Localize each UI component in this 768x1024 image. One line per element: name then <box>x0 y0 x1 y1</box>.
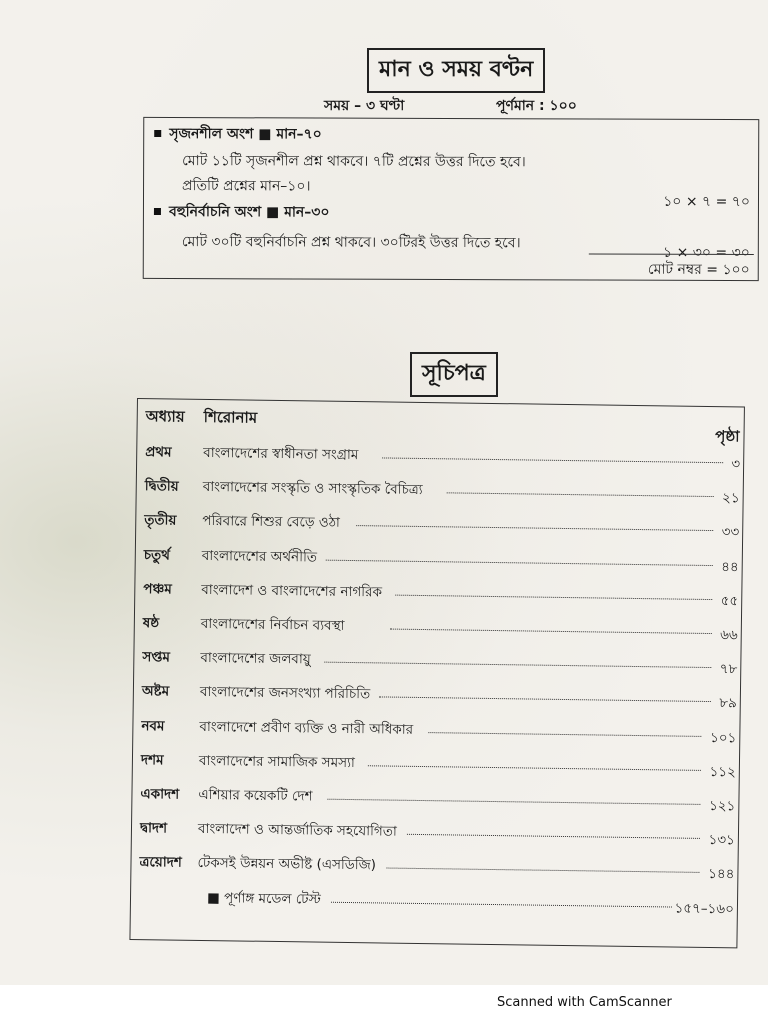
mcq-heading-text: বহুনির্বাচনি অংশ ■ মান–৩০ <box>168 204 330 221</box>
toc-chapter: অষ্টম <box>141 683 170 700</box>
square-bullet-icon <box>154 129 161 136</box>
creative-heading-text: সৃজনশীল অংশ ■ মান–৭০ <box>169 126 322 143</box>
toc-chapter: দ্বিতীয় <box>144 478 179 495</box>
toc-leader-dots <box>407 834 700 839</box>
toc-page-number: ৩ <box>731 456 741 473</box>
toc-leader-dots <box>382 457 723 463</box>
toc-box <box>129 398 745 948</box>
toc-page-number: ১২১ <box>708 798 736 815</box>
full-marks-label: পূর্ণমান : ১০০ <box>496 98 577 114</box>
toc-chapter: ত্রয়োদশ <box>139 854 182 872</box>
toc-page-number: ১০১ <box>709 729 737 746</box>
toc-page-number: ১৪৪ <box>708 866 735 883</box>
toc-entry-title: পরিবারে শিশুর বেড়ে ওঠা <box>202 513 341 532</box>
toc-leader-dots <box>326 559 713 565</box>
toc-title: সূচিপত্র <box>410 352 498 397</box>
toc-entry-title: বাংলাদেশের জলবায়ু <box>200 650 311 668</box>
toc-row <box>142 680 737 710</box>
toc-entry-title: বাংলাদেশের সামাজিক সমস্যা <box>198 752 355 771</box>
toc-page-number: ৩৩ <box>721 524 740 541</box>
toc-row <box>144 510 739 540</box>
toc-row <box>142 646 737 676</box>
mcq-calc: ১ × ৩০ = ৩০ <box>663 244 750 262</box>
toc-page-number: ৭৮ <box>719 661 738 678</box>
distribution-box <box>143 117 760 281</box>
toc-entry-title: বাংলাদেশ ও বাংলাদেশের নাগরিক <box>201 581 383 601</box>
toc-leader-dots <box>386 868 699 873</box>
toc-row <box>144 544 739 574</box>
creative-calc: ১০ × ৭ = ৭০ <box>663 193 751 211</box>
toc-page-number: ৪৪ <box>721 558 739 576</box>
toc-chapter: দ্বাদশ <box>139 820 168 837</box>
toc-chapter: সপ্তম <box>142 649 171 666</box>
square-bullet-icon <box>154 207 161 214</box>
camscanner-watermark: Scanned with CamScanner <box>497 995 672 1010</box>
toc-page-number: ৮৯ <box>719 695 737 712</box>
toc-leader-dots <box>379 697 711 703</box>
toc-row <box>145 441 740 471</box>
toc-entry-title: বাংলাদেশে প্রবীণ ব্যক্তি ও নারী অধিকার <box>199 718 414 738</box>
toc-leader-dots <box>390 629 712 634</box>
toc-chapter: পঞ্চম <box>143 580 172 598</box>
toc-row <box>141 749 736 779</box>
toc-row <box>139 886 734 916</box>
col-chapter-header: অধ্যায় <box>145 407 185 426</box>
toc-entry-title: বাংলাদেশ ও আন্তর্জাতিক সহযোগিতা <box>197 821 397 840</box>
toc-leader-dots <box>428 732 701 737</box>
toc-leader-dots <box>331 901 672 907</box>
toc-page-number: ১৫৭–১৬০ <box>674 900 735 917</box>
toc-row <box>141 715 736 745</box>
mcq-line-1: মোট ৩০টি বহুনির্বাচনি প্রশ্ন থাকবে। ৩০টিরই উত্তর দিতে হবে। <box>181 234 521 252</box>
toc-entry-title: টেকসই উন্নয়ন অভীষ্ট (এসডিজি) <box>197 855 377 874</box>
creative-line-1: মোট ১১টি সৃজনশীল প্রশ্ন থাকবে। ৭টি প্রশ্নের উত্তর দিতে হবে। <box>182 153 526 171</box>
creative-heading <box>154 122 322 147</box>
toc-chapter: দশম <box>140 751 164 769</box>
toc-row <box>145 475 740 505</box>
toc-entry-title: ■ পূর্ণাঙ্গ মডেল টেস্ট <box>206 889 321 908</box>
toc-entry-title: বাংলাদেশের সংস্কৃতি ও সাংস্কৃতিক বৈচিত্র্য <box>202 479 423 499</box>
toc-entry-title: বাংলাদেশের অর্থনীতি <box>201 547 318 566</box>
mcq-heading <box>154 200 330 225</box>
toc-page-number: ৬৬ <box>720 627 738 644</box>
toc-row <box>140 783 735 813</box>
distribution-title: মান ও সময় বণ্টন <box>367 48 545 93</box>
toc-chapter: তৃতীয় <box>144 512 177 529</box>
toc-chapter: একাদশ <box>140 786 180 803</box>
toc-row <box>140 817 735 847</box>
toc-page-number: ১৩১ <box>708 832 735 849</box>
toc-page-number: ৫৫ <box>720 592 739 610</box>
creative-line-2: প্রতিটি প্রশ্নের মান–১০। <box>182 178 311 195</box>
toc-page-number: ২১ <box>721 490 740 507</box>
toc-chapter: চতুর্থ <box>143 546 171 564</box>
toc-chapter: ষষ্ঠ <box>142 615 160 632</box>
toc-chapter: নবম <box>141 717 165 735</box>
toc-entry-title: বাংলাদেশের স্বাধীনতা সংগ্রাম <box>203 444 359 464</box>
toc-leader-dots <box>327 799 700 805</box>
toc-leader-dots <box>368 765 701 771</box>
total-marks: মোট নম্বর = ১০০ <box>647 261 750 279</box>
toc-row <box>143 612 738 642</box>
toc-entry-title: এশিয়ার কয়েকটি দেশ <box>198 786 313 805</box>
toc-row <box>143 578 738 608</box>
toc-leader-dots <box>395 594 712 599</box>
toc-leader-dots <box>324 662 711 668</box>
time-label: সময় – ৩ ঘণ্টা <box>324 98 405 114</box>
toc-row <box>139 851 734 881</box>
toc-leader-dots <box>447 493 714 498</box>
toc-entry-title: বাংলাদেশের জনসংখ্যা পরিচিতি <box>199 684 371 703</box>
toc-entry-title: বাংলাদেশের নির্বাচন ব্যবস্থা <box>200 615 345 634</box>
toc-page-number: ১১২ <box>709 763 736 781</box>
toc-chapter: প্রথম <box>145 444 172 461</box>
toc-leader-dots <box>356 525 713 531</box>
col-page-header: পৃষ্ঠা <box>715 427 740 446</box>
col-title-header: শিরোনাম <box>203 407 258 427</box>
